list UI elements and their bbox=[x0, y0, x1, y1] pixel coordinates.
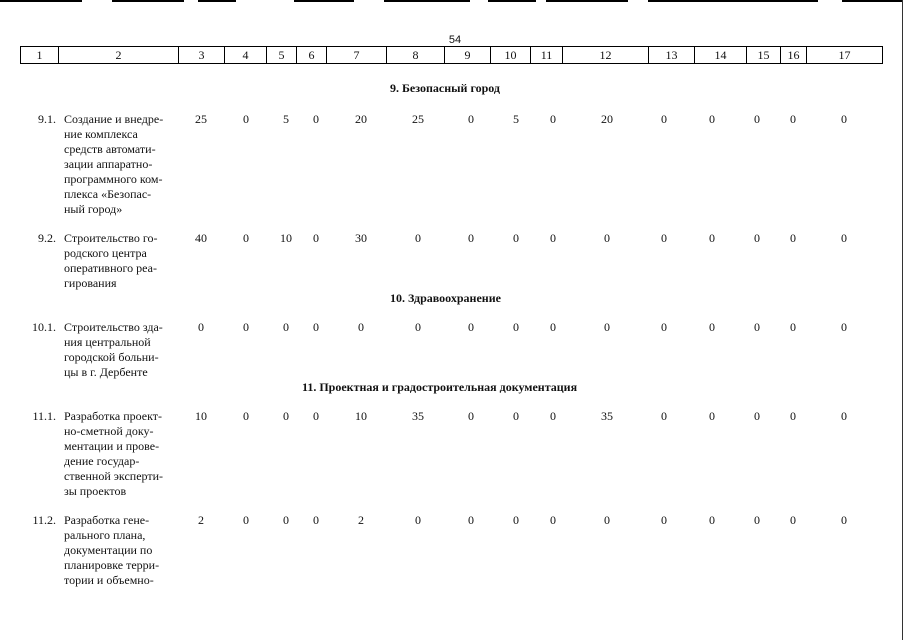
description-line: тории и объемно- bbox=[64, 573, 154, 587]
cell-value: 0 bbox=[313, 112, 319, 126]
section-title-healthcare: 10. Здравоохранение bbox=[390, 291, 501, 305]
cell-value: 35 bbox=[412, 409, 424, 423]
cell-value: 2 bbox=[358, 513, 364, 527]
section-title-safe-city: 9. Безопасный город bbox=[390, 81, 500, 95]
row-number: 9.1. bbox=[38, 112, 56, 126]
column-header: 5 bbox=[267, 47, 297, 64]
cell-value: 0 bbox=[513, 320, 519, 334]
cell-value: 0 bbox=[841, 513, 847, 527]
cell-value: 0 bbox=[790, 320, 796, 334]
description-line: Разработка гене- bbox=[64, 513, 150, 527]
cell-value: 0 bbox=[841, 112, 847, 126]
description-line: городской больни- bbox=[64, 350, 159, 364]
column-header: 11 bbox=[531, 47, 563, 64]
cell-value: 0 bbox=[550, 409, 556, 423]
cell-value: 0 bbox=[550, 320, 556, 334]
description-line: Создание и внедре- bbox=[64, 112, 164, 126]
cell-value: 0 bbox=[358, 320, 364, 334]
cell-value: 0 bbox=[661, 320, 667, 334]
cell-value: 0 bbox=[283, 409, 289, 423]
cell-value: 0 bbox=[313, 513, 319, 527]
cell-value: 0 bbox=[754, 320, 760, 334]
column-header: 3 bbox=[179, 47, 225, 64]
cell-value: 0 bbox=[754, 513, 760, 527]
top-edge-rule bbox=[648, 0, 818, 2]
column-header-row bbox=[21, 47, 883, 64]
row-description bbox=[64, 320, 182, 380]
description-line: Разработка проект- bbox=[64, 409, 163, 423]
top-edge-rule bbox=[112, 0, 184, 2]
cell-value: 0 bbox=[313, 320, 319, 334]
column-header: 10 bbox=[491, 47, 531, 64]
cell-value: 0 bbox=[841, 231, 847, 245]
cell-value: 0 bbox=[841, 320, 847, 334]
description-line: ние комплекса bbox=[64, 127, 138, 141]
row-number: 10.1. bbox=[32, 320, 56, 334]
cell-value: 0 bbox=[604, 513, 610, 527]
cell-value: 0 bbox=[468, 320, 474, 334]
description-line: цы в г. Дербенте bbox=[64, 365, 148, 379]
cell-value: 10 bbox=[280, 231, 292, 245]
cell-value: 0 bbox=[661, 409, 667, 423]
cell-value: 0 bbox=[661, 112, 667, 126]
cell-value: 5 bbox=[513, 112, 519, 126]
cell-value: 0 bbox=[754, 112, 760, 126]
cell-value: 0 bbox=[468, 513, 474, 527]
cell-value: 0 bbox=[198, 320, 204, 334]
top-edge-rule bbox=[294, 0, 354, 2]
column-header: 7 bbox=[327, 47, 387, 64]
top-edge-rule bbox=[546, 0, 628, 2]
cell-value: 10 bbox=[355, 409, 367, 423]
description-line: Строительство го- bbox=[64, 231, 158, 245]
page-number: 54 bbox=[448, 34, 462, 46]
column-header: 6 bbox=[297, 47, 327, 64]
cell-value: 0 bbox=[550, 513, 556, 527]
top-edge-rule bbox=[488, 0, 536, 2]
description-line: ния центральной bbox=[64, 335, 151, 349]
cell-value: 0 bbox=[550, 231, 556, 245]
cell-value: 0 bbox=[415, 513, 421, 527]
cell-value: 0 bbox=[468, 409, 474, 423]
column-header: 9 bbox=[445, 47, 491, 64]
cell-value: 0 bbox=[243, 231, 249, 245]
column-header-table bbox=[20, 46, 883, 64]
top-edge-rule bbox=[0, 0, 82, 2]
cell-value: 0 bbox=[313, 409, 319, 423]
cell-value: 25 bbox=[195, 112, 207, 126]
cell-value: 0 bbox=[313, 231, 319, 245]
description-line: ный город» bbox=[64, 202, 123, 216]
column-header: 15 bbox=[747, 47, 781, 64]
cell-value: 0 bbox=[709, 513, 715, 527]
cell-value: 0 bbox=[604, 320, 610, 334]
cell-value: 0 bbox=[283, 320, 289, 334]
cell-value: 0 bbox=[709, 112, 715, 126]
cell-value: 40 bbox=[195, 231, 207, 245]
cell-value: 2 bbox=[198, 513, 204, 527]
cell-value: 0 bbox=[243, 320, 249, 334]
column-header: 4 bbox=[225, 47, 267, 64]
top-edge-rule bbox=[384, 0, 470, 2]
description-line: документации по bbox=[64, 543, 153, 557]
cell-value: 0 bbox=[468, 112, 474, 126]
description-line: плекса «Безопас- bbox=[64, 187, 152, 201]
column-header: 14 bbox=[695, 47, 747, 64]
row-number: 11.2. bbox=[32, 513, 56, 527]
cell-value: 0 bbox=[243, 513, 249, 527]
cell-value: 0 bbox=[415, 320, 421, 334]
description-line: ственной эксперти- bbox=[64, 469, 164, 483]
description-line: гирования bbox=[64, 276, 117, 290]
row-description bbox=[64, 409, 182, 499]
cell-value: 30 bbox=[355, 231, 367, 245]
cell-value: 0 bbox=[709, 320, 715, 334]
description-line: дение государ- bbox=[64, 454, 140, 468]
page-right-edge bbox=[902, 0, 903, 640]
cell-value: 0 bbox=[841, 409, 847, 423]
row-number: 11.1. bbox=[32, 409, 56, 423]
description-line: программного ком- bbox=[64, 172, 163, 186]
row-description bbox=[64, 112, 182, 217]
cell-value: 0 bbox=[243, 112, 249, 126]
cell-value: 0 bbox=[468, 231, 474, 245]
description-line: но-сметной доку- bbox=[64, 424, 154, 438]
cell-value: 0 bbox=[513, 409, 519, 423]
cell-value: 0 bbox=[709, 409, 715, 423]
section-title-project-documentation: 11. Проектная и градостроительная документация bbox=[302, 380, 578, 394]
column-header: 12 bbox=[563, 47, 649, 64]
cell-value: 0 bbox=[754, 231, 760, 245]
cell-value: 5 bbox=[283, 112, 289, 126]
description-line: средств автомати- bbox=[64, 142, 156, 156]
row-number: 9.2. bbox=[38, 231, 56, 245]
cell-value: 0 bbox=[790, 513, 796, 527]
cell-value: 0 bbox=[661, 513, 667, 527]
cell-value: 0 bbox=[661, 231, 667, 245]
description-line: оперативного реа- bbox=[64, 261, 157, 275]
cell-value: 0 bbox=[754, 409, 760, 423]
cell-value: 20 bbox=[355, 112, 367, 126]
cell-value: 20 bbox=[601, 112, 613, 126]
column-header: 1 bbox=[21, 47, 59, 64]
cell-value: 0 bbox=[709, 231, 715, 245]
cell-value: 25 bbox=[412, 112, 424, 126]
top-edge-rule bbox=[842, 0, 902, 2]
cell-value: 0 bbox=[790, 112, 796, 126]
top-edge-rule bbox=[198, 0, 236, 2]
description-line: ментации и прове- bbox=[64, 439, 160, 453]
cell-value: 0 bbox=[550, 112, 556, 126]
cell-value: 0 bbox=[790, 409, 796, 423]
cell-value: 10 bbox=[195, 409, 207, 423]
description-line: планировке терри- bbox=[64, 558, 160, 572]
description-line: зации аппаратно- bbox=[64, 157, 153, 171]
cell-value: 35 bbox=[601, 409, 613, 423]
column-header: 16 bbox=[781, 47, 807, 64]
column-header: 13 bbox=[649, 47, 695, 64]
column-header: 8 bbox=[387, 47, 445, 64]
description-line: Строительство зда- bbox=[64, 320, 163, 334]
column-header: 2 bbox=[59, 47, 179, 64]
row-description bbox=[64, 513, 182, 588]
cell-value: 0 bbox=[415, 231, 421, 245]
description-line: рального плана, bbox=[64, 528, 146, 542]
cell-value: 0 bbox=[604, 231, 610, 245]
cell-value: 0 bbox=[243, 409, 249, 423]
cell-value: 0 bbox=[513, 513, 519, 527]
cell-value: 0 bbox=[513, 231, 519, 245]
description-line: родского центра bbox=[64, 246, 147, 260]
column-header: 17 bbox=[807, 47, 883, 64]
cell-value: 0 bbox=[790, 231, 796, 245]
row-description bbox=[64, 231, 182, 291]
description-line: зы проектов bbox=[64, 484, 127, 498]
cell-value: 0 bbox=[283, 513, 289, 527]
